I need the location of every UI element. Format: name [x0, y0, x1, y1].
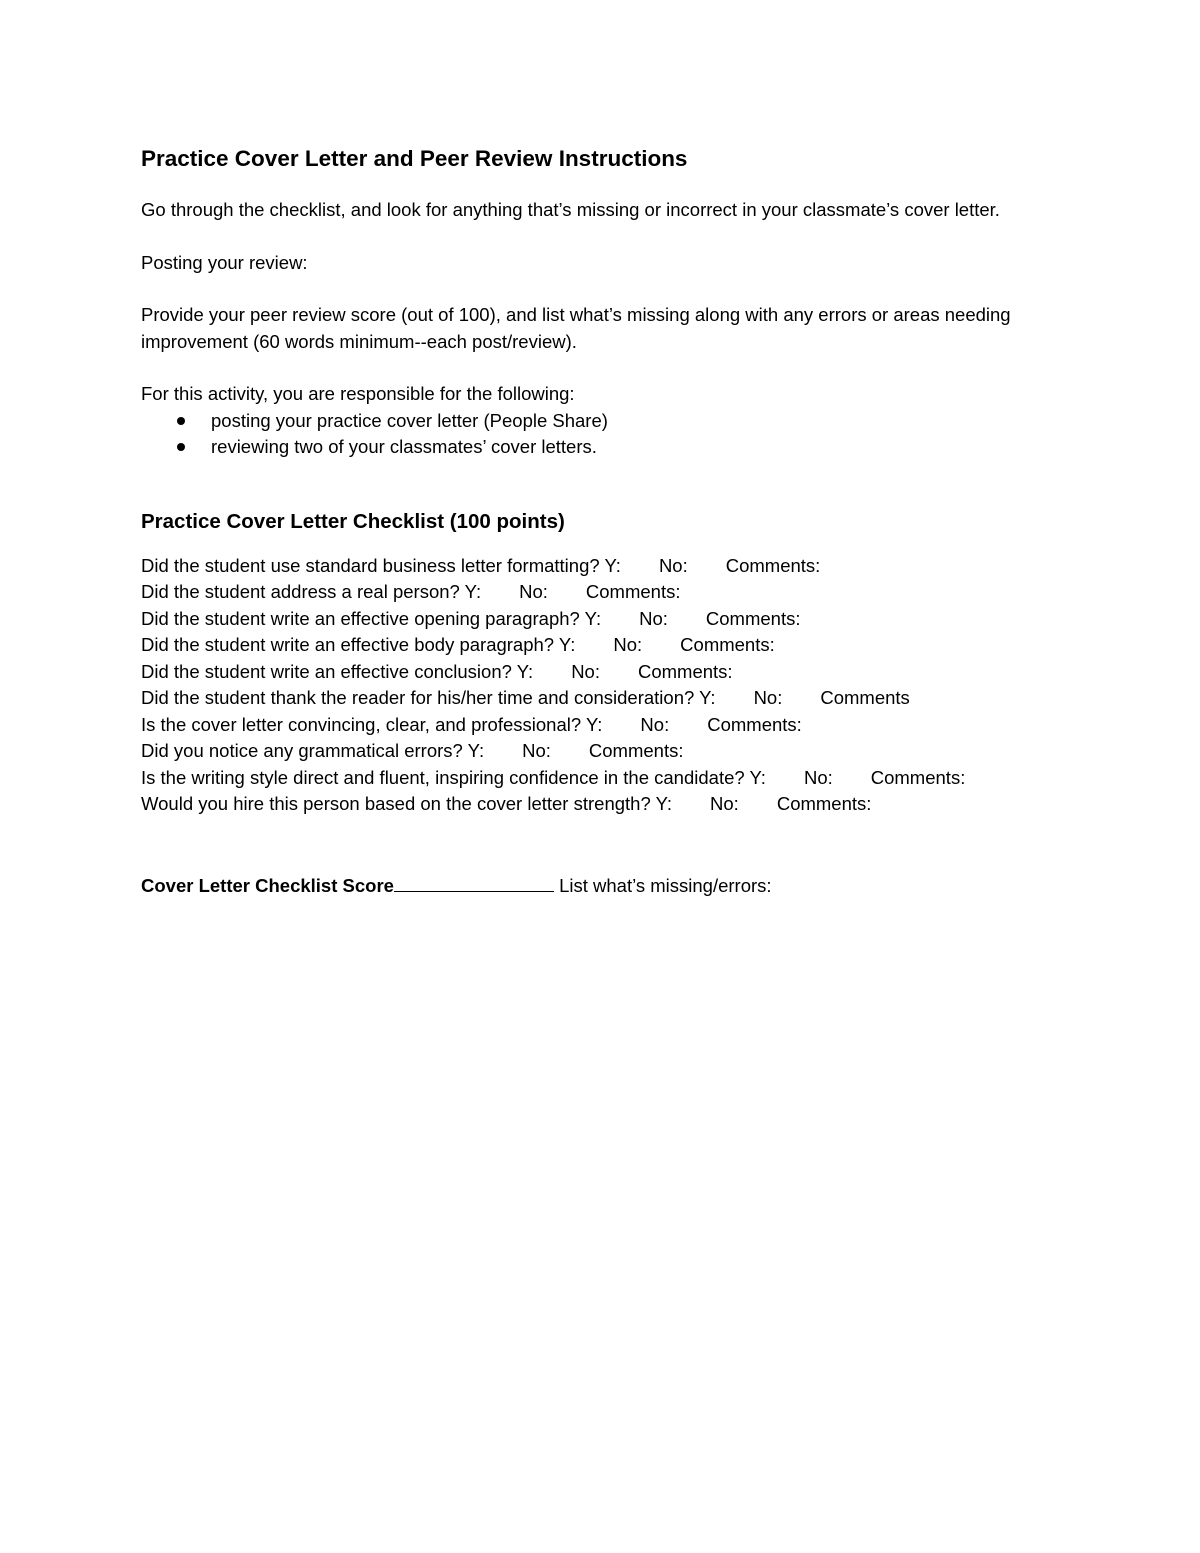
comments-label: Comments:	[585, 581, 681, 602]
checklist-question: Did you notice any grammatical errors?	[141, 740, 463, 761]
bullet-icon	[177, 443, 185, 451]
document-content	[141, 143, 1041, 899]
checklist-question: Did the student write an effective conclusion?	[141, 660, 512, 682]
checklist-item	[141, 738, 1041, 765]
no-label: No:	[658, 554, 688, 576]
comments-label: Comments:	[870, 766, 966, 788]
checklist-item	[141, 579, 1041, 606]
no-label: No:	[710, 793, 739, 814]
checklist-item	[141, 606, 1041, 633]
responsibility-list	[141, 408, 1041, 461]
yes-label: Y:	[516, 660, 534, 682]
posting-heading: Posting your review:	[141, 251, 308, 273]
checklist-item	[141, 553, 1041, 580]
missing-errors-label: List what’s missing/errors:	[559, 874, 772, 896]
yes-label: Y:	[655, 793, 673, 814]
yes-label: Y:	[699, 687, 716, 708]
checklist-question: Did the student write an effective body paragraph?	[141, 634, 555, 655]
no-label: No:	[519, 581, 548, 602]
yes-label: Y:	[749, 766, 766, 788]
comments-label: Comments:	[776, 793, 872, 814]
checklist-question: Did the student use standard business letter formatting?	[141, 554, 600, 576]
list-item	[177, 408, 1041, 435]
checklist-question: Is the cover letter convincing, clear, and professional?	[141, 713, 582, 735]
no-label: No:	[640, 713, 670, 735]
score-label: Cover Letter Checklist Score	[141, 874, 394, 896]
posting-paragraph: Provide your peer review score (out of 100), and list what’s missing along with any errors or areas needing improvement (60 words minimum--each post/review).	[141, 304, 1011, 352]
no-label: No:	[571, 660, 600, 682]
score-blank-line	[394, 871, 554, 892]
comments-label: Comments:	[725, 554, 821, 576]
yes-label: Y:	[464, 581, 482, 602]
intro-paragraph: Go through the checklist, and look for anything that’s missing or incorrect in your classmate’s cover letter.	[141, 199, 1000, 220]
list-item-text: posting your practice cover letter (People Share)	[211, 409, 608, 431]
checklist-item	[141, 685, 1041, 712]
checklist-item	[141, 659, 1041, 686]
comments-label: Comments:	[705, 607, 801, 629]
checklist-item	[141, 765, 1041, 792]
no-label: No:	[613, 634, 643, 655]
no-label: No:	[753, 687, 783, 708]
no-label: No:	[803, 766, 833, 788]
checklist-title: Practice Cover Letter Checklist (100 points)	[141, 509, 565, 533]
checklist-question: Did the student address a real person?	[141, 581, 460, 602]
yes-label: Y:	[585, 713, 603, 735]
comments-label: Comments:	[680, 634, 775, 655]
comments-label: Comments:	[637, 660, 733, 682]
checklist-question: Is the writing style direct and fluent, inspiring confidence in the candidate?	[141, 766, 745, 788]
list-item	[177, 434, 1041, 461]
score-line	[141, 871, 1041, 900]
comments-label: Comments	[820, 687, 910, 708]
bullet-icon	[177, 417, 185, 425]
checklist-question: Would you hire this person based on the cover letter strength?	[141, 793, 651, 814]
checklist-item	[141, 632, 1041, 659]
checklist-item	[141, 791, 1041, 818]
yes-label: Y:	[467, 740, 485, 761]
comments-label: Comments:	[707, 713, 802, 735]
yes-label: Y:	[584, 607, 602, 629]
no-label: No:	[522, 740, 551, 761]
responsibility-intro: For this activity, you are responsible for the following:	[141, 383, 575, 404]
page-title: Practice Cover Letter and Peer Review Instructions	[141, 146, 688, 171]
yes-label: Y:	[558, 634, 576, 655]
yes-label: Y:	[604, 554, 621, 576]
checklist-question: Did the student write an effective opening paragraph?	[141, 607, 580, 629]
checklist	[141, 553, 1041, 818]
checklist-item	[141, 712, 1041, 739]
comments-label: Comments:	[588, 740, 684, 761]
no-label: No:	[639, 607, 668, 629]
list-item-text: reviewing two of your classmates’ cover letters.	[211, 436, 597, 457]
checklist-question: Did the student thank the reader for his/her time and consideration?	[141, 687, 695, 708]
